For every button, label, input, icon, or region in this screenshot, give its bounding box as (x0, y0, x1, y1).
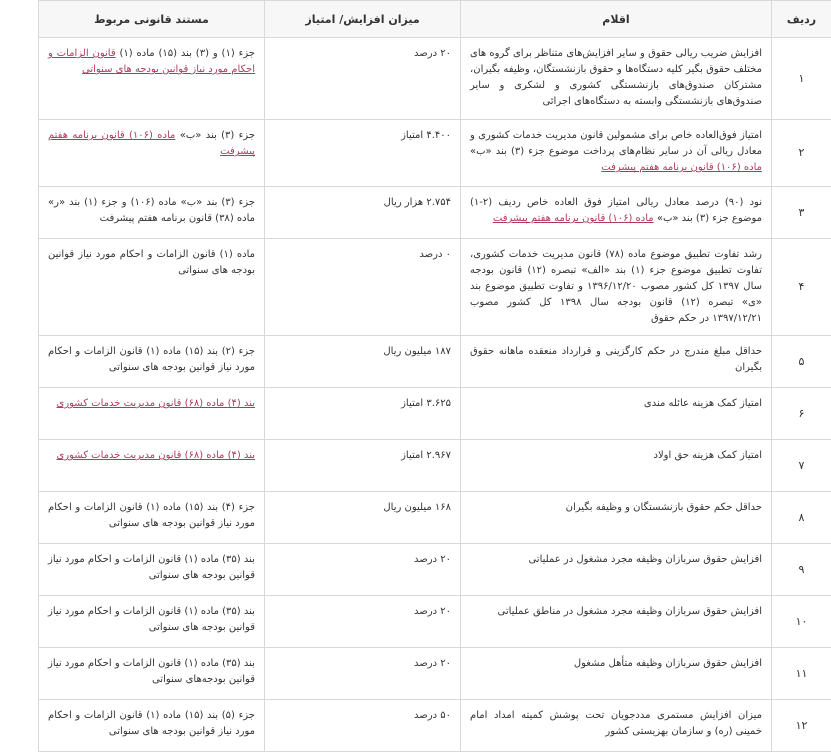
header-items: اقلام (461, 1, 772, 38)
salary-table (38, 0, 831, 752)
item-text: افزایش حقوق سربازان وظیفه مجرد مشغول در مناطق عملیاتی (497, 606, 762, 617)
law-cell (39, 38, 265, 120)
item-text: امتیاز کمک هزینه عائله مندی (643, 398, 762, 409)
item-cell (461, 336, 772, 388)
item-text: افزایش حقوق سربازان وظیفه متأهل مشغول (573, 658, 762, 669)
amount-cell (265, 492, 461, 544)
amount-value: ۲۰ درصد (414, 658, 451, 669)
item-law-link[interactable]: ماده (۱۰۶) قانون برنامه هفتم پیشرفت (601, 162, 762, 173)
law-text: جزء (۲) بند (۱۵) ماده (۱) قانون الزامات و احکام مورد نیاز قوانین بودجه های سنواتی (48, 346, 255, 373)
table-container (38, 0, 831, 752)
table-row (39, 187, 831, 239)
table-row (39, 648, 831, 700)
item-text: امتیاز فوق‌العاده خاص برای مشمولین قانون مدیریت خدمات کشوری و معادل ریالی آن در سایر نظام‌های پرداخت موضوع جزء (۳) بند «ب» (470, 130, 762, 157)
table-row (39, 440, 831, 492)
row-number: ۵ (772, 336, 831, 388)
item-text: میزان افزایش مستمری مددجویان تحت پوشش کمیته امداد امام خمینی (ره) و سازمان بهزیستی کشور (470, 710, 762, 737)
amount-value: ۵۰ درصد (414, 710, 451, 721)
table-row (39, 336, 831, 388)
amount-value: ۴.۴۰۰ امتیاز (401, 130, 451, 141)
amount-value: ۲.۹۶۷ امتیاز (401, 450, 451, 461)
table-row (39, 239, 831, 336)
law-cell (39, 492, 265, 544)
item-cell (461, 700, 772, 752)
table-row (39, 120, 831, 187)
law-cell (39, 700, 265, 752)
table-row (39, 38, 831, 120)
row-number: ۱ (772, 38, 831, 120)
law-text: بند (۳۵) ماده (۱) قانون الزامات و احکام مورد نیاز قوانین بودجه های سنواتی (48, 606, 255, 633)
amount-value: ۲۰ درصد (414, 606, 451, 617)
header-law: مستند قانونی مربوط (39, 1, 265, 38)
table-row (39, 492, 831, 544)
amount-value: ۳.۶۲۵ امتیاز (401, 398, 451, 409)
law-cell (39, 596, 265, 648)
amount-cell (265, 336, 461, 388)
amount-cell (265, 700, 461, 752)
row-number: ۱۱ (772, 648, 831, 700)
law-text: ماده (۱) قانون الزامات و احکام مورد نیاز قوانین بودجه های سنواتی (48, 249, 255, 276)
amount-cell (265, 440, 461, 492)
amount-value: ۲۰ درصد (414, 48, 451, 59)
amount-cell (265, 239, 461, 336)
row-number: ۱۲ (772, 700, 831, 752)
item-text: نود (۹۰) درصد معادل ریالی امتیاز فوق العاده خاص ردیف (۲-۱) موضوع جزء (۳) بند «ب» (470, 197, 763, 224)
item-cell (461, 440, 772, 492)
amount-value: ۱۸۷ میلیون ریال (383, 346, 451, 357)
law-text: جزء (۵) بند (۱۵) ماده (۱) قانون الزامات و احکام مورد نیاز قوانین بودجه های سنواتی (48, 710, 255, 737)
item-law-link[interactable]: ماده (۱۰۶) قانون برنامه هفتم پیشرفت (492, 213, 654, 224)
item-cell (461, 38, 772, 120)
item-cell (461, 239, 772, 336)
item-cell (461, 492, 772, 544)
amount-cell (265, 596, 461, 648)
amount-cell (265, 544, 461, 596)
row-number: ۷ (772, 440, 831, 492)
header-amount: میزان افزایش/ امتیاز (265, 1, 461, 38)
item-cell (461, 544, 772, 596)
row-number: ۲ (772, 120, 831, 187)
law-cell (39, 648, 265, 700)
amount-cell (265, 187, 461, 239)
law-text: بند (۳۵) ماده (۱) قانون الزامات و احکام مورد نیاز قوانین بودجه های سنواتی (48, 554, 255, 581)
law-link[interactable]: ماده (۱۰۶) قانون برنامه هفتم پیشرفت (48, 130, 255, 157)
row-number: ۹ (772, 544, 831, 596)
item-cell (461, 648, 772, 700)
table-header-row (39, 1, 831, 38)
item-cell (461, 120, 772, 187)
law-text: جزء (۴) بند (۱۵) ماده (۱) قانون الزامات و احکام مورد نیاز قوانین بودجه های سنواتی (48, 502, 255, 529)
law-text: جزء (۱) و (۳) بند (۱۵) ماده (۱) (119, 48, 255, 59)
law-cell (39, 120, 265, 187)
amount-value: ۱۶۸ میلیون ریال (383, 502, 451, 513)
law-link[interactable]: بند (۴) ماده (۶۸) قانون مدیریت خدمات کشوری (56, 450, 255, 461)
header-row-number: ردیف (772, 1, 831, 38)
law-cell (39, 388, 265, 440)
item-cell (461, 187, 772, 239)
amount-value: ۲.۷۵۴ هزار ریال (383, 197, 451, 208)
table-row (39, 596, 831, 648)
amount-cell (265, 388, 461, 440)
item-cell (461, 596, 772, 648)
law-cell (39, 336, 265, 388)
law-cell (39, 187, 265, 239)
row-number: ۸ (772, 492, 831, 544)
item-text: رشد تفاوت تطبیق موضوع ماده (۷۸) قانون مدیریت خدمات کشوری، تفاوت تطبیق موضوع جزء (۱) بند «الف» تبصره (۱۲) قانون بودجه سال ۱۳۹۷ کل کشور مصوب ۱۳۹۶/۱۲/۲۰ و تفاوت تطبیق موضوع بند «ی» تبصره (۱۲) قانون بودجه سال ۱۳۹۸ کل کشور مصوب ۱۳۹۷/۱۲/۲۱ در حکم حقوق (470, 249, 762, 324)
amount-value: ۲۰ درصد (414, 554, 451, 565)
item-text: افزایش حقوق سربازان وظیفه مجرد مشغول در عملیاتی (528, 554, 762, 565)
row-number: ۱۰ (772, 596, 831, 648)
item-text: افزایش ضریب ریالی حقوق و سایر افزایش‌های متناظر برای گروه های مختلف حقوق بگیر کلیه دستگاه‌ها و حقوق بازنشستگان، وظیفه بگیران، مشترکان صندوق‌های بازنشستگی کشوری و لشکری و سایر صندوق‌های بازنشستگی وابسته به دستگاه‌های اجرائی (470, 48, 762, 107)
law-text: بند (۳۵) ماده (۱) قانون الزامات و احکام مورد نیاز قوانین بودجه‌های سنواتی (48, 658, 255, 685)
law-text: جزء (۳) بند «ب» (179, 130, 255, 141)
amount-cell (265, 648, 461, 700)
row-number: ۴ (772, 239, 831, 336)
law-cell (39, 440, 265, 492)
row-number: ۶ (772, 388, 831, 440)
item-text: حداقل مبلغ مندرج در حکم کارگزینی و قرارداد منعقده ماهانه حقوق بگیران (470, 346, 762, 373)
law-cell (39, 544, 265, 596)
table-row (39, 544, 831, 596)
table-row (39, 388, 831, 440)
amount-value: ۰ درصد (419, 249, 451, 260)
amount-cell (265, 38, 461, 120)
law-link[interactable]: بند (۴) ماده (۶۸) قانون مدیریت خدمات کشوری (56, 398, 255, 409)
law-text: جزء (۳) بند «ب» ماده (۱۰۶) و جزء (۱) بند «ر» ماده (۳۸) قانون برنامه هفتم پیشرفت (48, 197, 255, 224)
row-number: ۳ (772, 187, 831, 239)
table-row (39, 700, 831, 752)
law-link[interactable]: قانون الزامات و احکام مورد نیاز قوانین بودجه های سنواتی (48, 48, 255, 75)
item-text: امتیاز کمک هزینه حق اولاد (653, 450, 762, 461)
item-cell (461, 388, 772, 440)
item-text: حداقل حکم حقوق بازنشستگان و وظیفه بگیران (565, 502, 762, 513)
amount-cell (265, 120, 461, 187)
law-cell (39, 239, 265, 336)
